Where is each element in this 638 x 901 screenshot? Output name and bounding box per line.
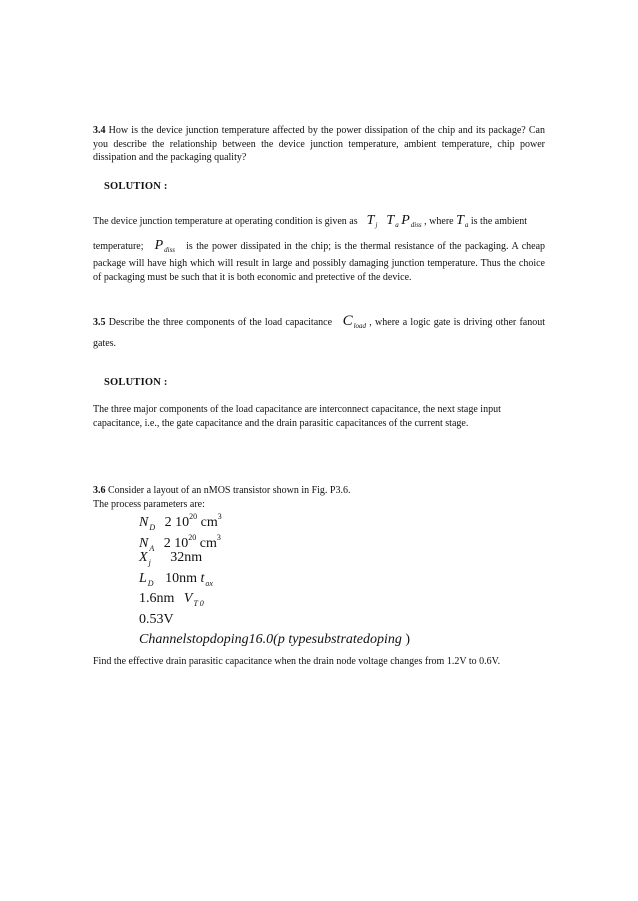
symbol-sub: D (147, 578, 154, 588)
solution-text: temperature; (93, 241, 144, 252)
symbol-sub: D (149, 523, 156, 532)
symbol-sub: T 0 (193, 599, 204, 608)
solution-heading-3-5: SOLUTION : (104, 377, 168, 388)
param-value: 2 10 (163, 535, 189, 551)
question-text: , where a logic gate is driving other fanout gates. (93, 317, 546, 349)
param-vt-value (139, 610, 410, 631)
question-3-6-find: Find the effective drain parasitic capacitance when the drain node voltage changes from 1.2V to 0.6V. (93, 656, 501, 667)
question-number: 3.4 (93, 125, 106, 136)
symbol-x: X (139, 550, 148, 565)
solution-text: The device junction temperature at operating condition is given as (93, 216, 358, 227)
question-text: Consider a layout of an nMOS transistor shown in Fig. P3.6. (108, 485, 351, 496)
symbol-n: N (139, 515, 149, 530)
symbol-cload-sub: load (353, 322, 367, 330)
param-text: p typesubstratedoping (277, 632, 402, 647)
question-text: The process parameters are: (93, 498, 205, 510)
param-value: 1.6nm (139, 591, 175, 606)
param-value: 32nm (170, 550, 203, 565)
process-parameters (139, 507, 410, 651)
param-unit-exp: 3 (216, 532, 221, 542)
param-value: 2 10 (164, 515, 190, 530)
symbol-ta: T (456, 213, 464, 228)
param-unit: cm (199, 535, 217, 551)
solution-text: is the power dissipated in the chip; is the thermal resistance of the packaging. A cheap package will have high which will result in large and possibly damaging junction temperature. Thus the choice of packaging must be such that it is both economic and pretective of the device. (93, 241, 546, 283)
symbol-t: t (200, 570, 205, 586)
question-text: How is the device junction temperature affected by the power dissipation of the chip and its package? Can you describe the relationship between the device junction temperature, ambient temperature, chip power dissipation and the packaging quality? (93, 125, 546, 164)
param-text: Channelstopdoping16.0( (139, 632, 278, 647)
symbol-sub: j (148, 558, 151, 567)
solution-text: , where (424, 216, 454, 227)
symbol-pdiss: P (154, 238, 164, 253)
param-channel-stop (139, 630, 410, 651)
solution-paragraph (93, 239, 545, 285)
symbol-cload: C (342, 313, 353, 329)
symbol-ta: T (386, 213, 395, 228)
symbol-n: N (139, 535, 149, 551)
param-tox-vt (139, 589, 410, 610)
symbol-tj-sub: j (375, 221, 378, 229)
solution-heading-3-4: SOLUTION : (104, 181, 168, 192)
symbol-pdiss-sub: diss (410, 221, 422, 229)
symbol-v: V (183, 591, 193, 606)
symbol-ta-sub: a (395, 221, 399, 229)
question-3-5 (93, 313, 545, 352)
param-nd (139, 507, 410, 532)
symbol-ta-sub: a (464, 221, 469, 229)
question-number: 3.5 (93, 317, 106, 328)
param-text: ) (405, 632, 411, 647)
param-na (139, 528, 410, 553)
symbol-pdiss: P (401, 213, 410, 228)
solution-3-4 (93, 213, 545, 285)
solution-text: is the ambient (470, 216, 527, 227)
param-value: 0.53V (139, 611, 174, 627)
symbol-tj: T (366, 213, 375, 228)
symbol-l: L (139, 570, 147, 586)
param-xj (139, 548, 410, 569)
param-ld-tox (139, 569, 410, 590)
param-unit: cm (200, 515, 218, 530)
symbol-sub: A (149, 543, 155, 553)
question-text: Describe the three components of the load capacitance (108, 317, 333, 328)
solution-3-5: The three major components of the load capacitance are interconnect capacitance, the next stage input capacitance, i.e., the gate capacitance and the drain parasitic capacitances of the current stage. (93, 404, 501, 429)
param-value: 10nm (165, 570, 197, 586)
param-unit-exp: 3 (217, 512, 222, 521)
symbol-pdiss-sub: diss (164, 246, 176, 254)
param-exp: 20 (189, 512, 198, 521)
solution-line-1 (93, 213, 545, 233)
question-number: 3.6 (93, 485, 106, 496)
question-3-4 (93, 124, 545, 165)
symbol-sub: ox (205, 578, 213, 588)
param-exp: 20 (188, 532, 197, 542)
